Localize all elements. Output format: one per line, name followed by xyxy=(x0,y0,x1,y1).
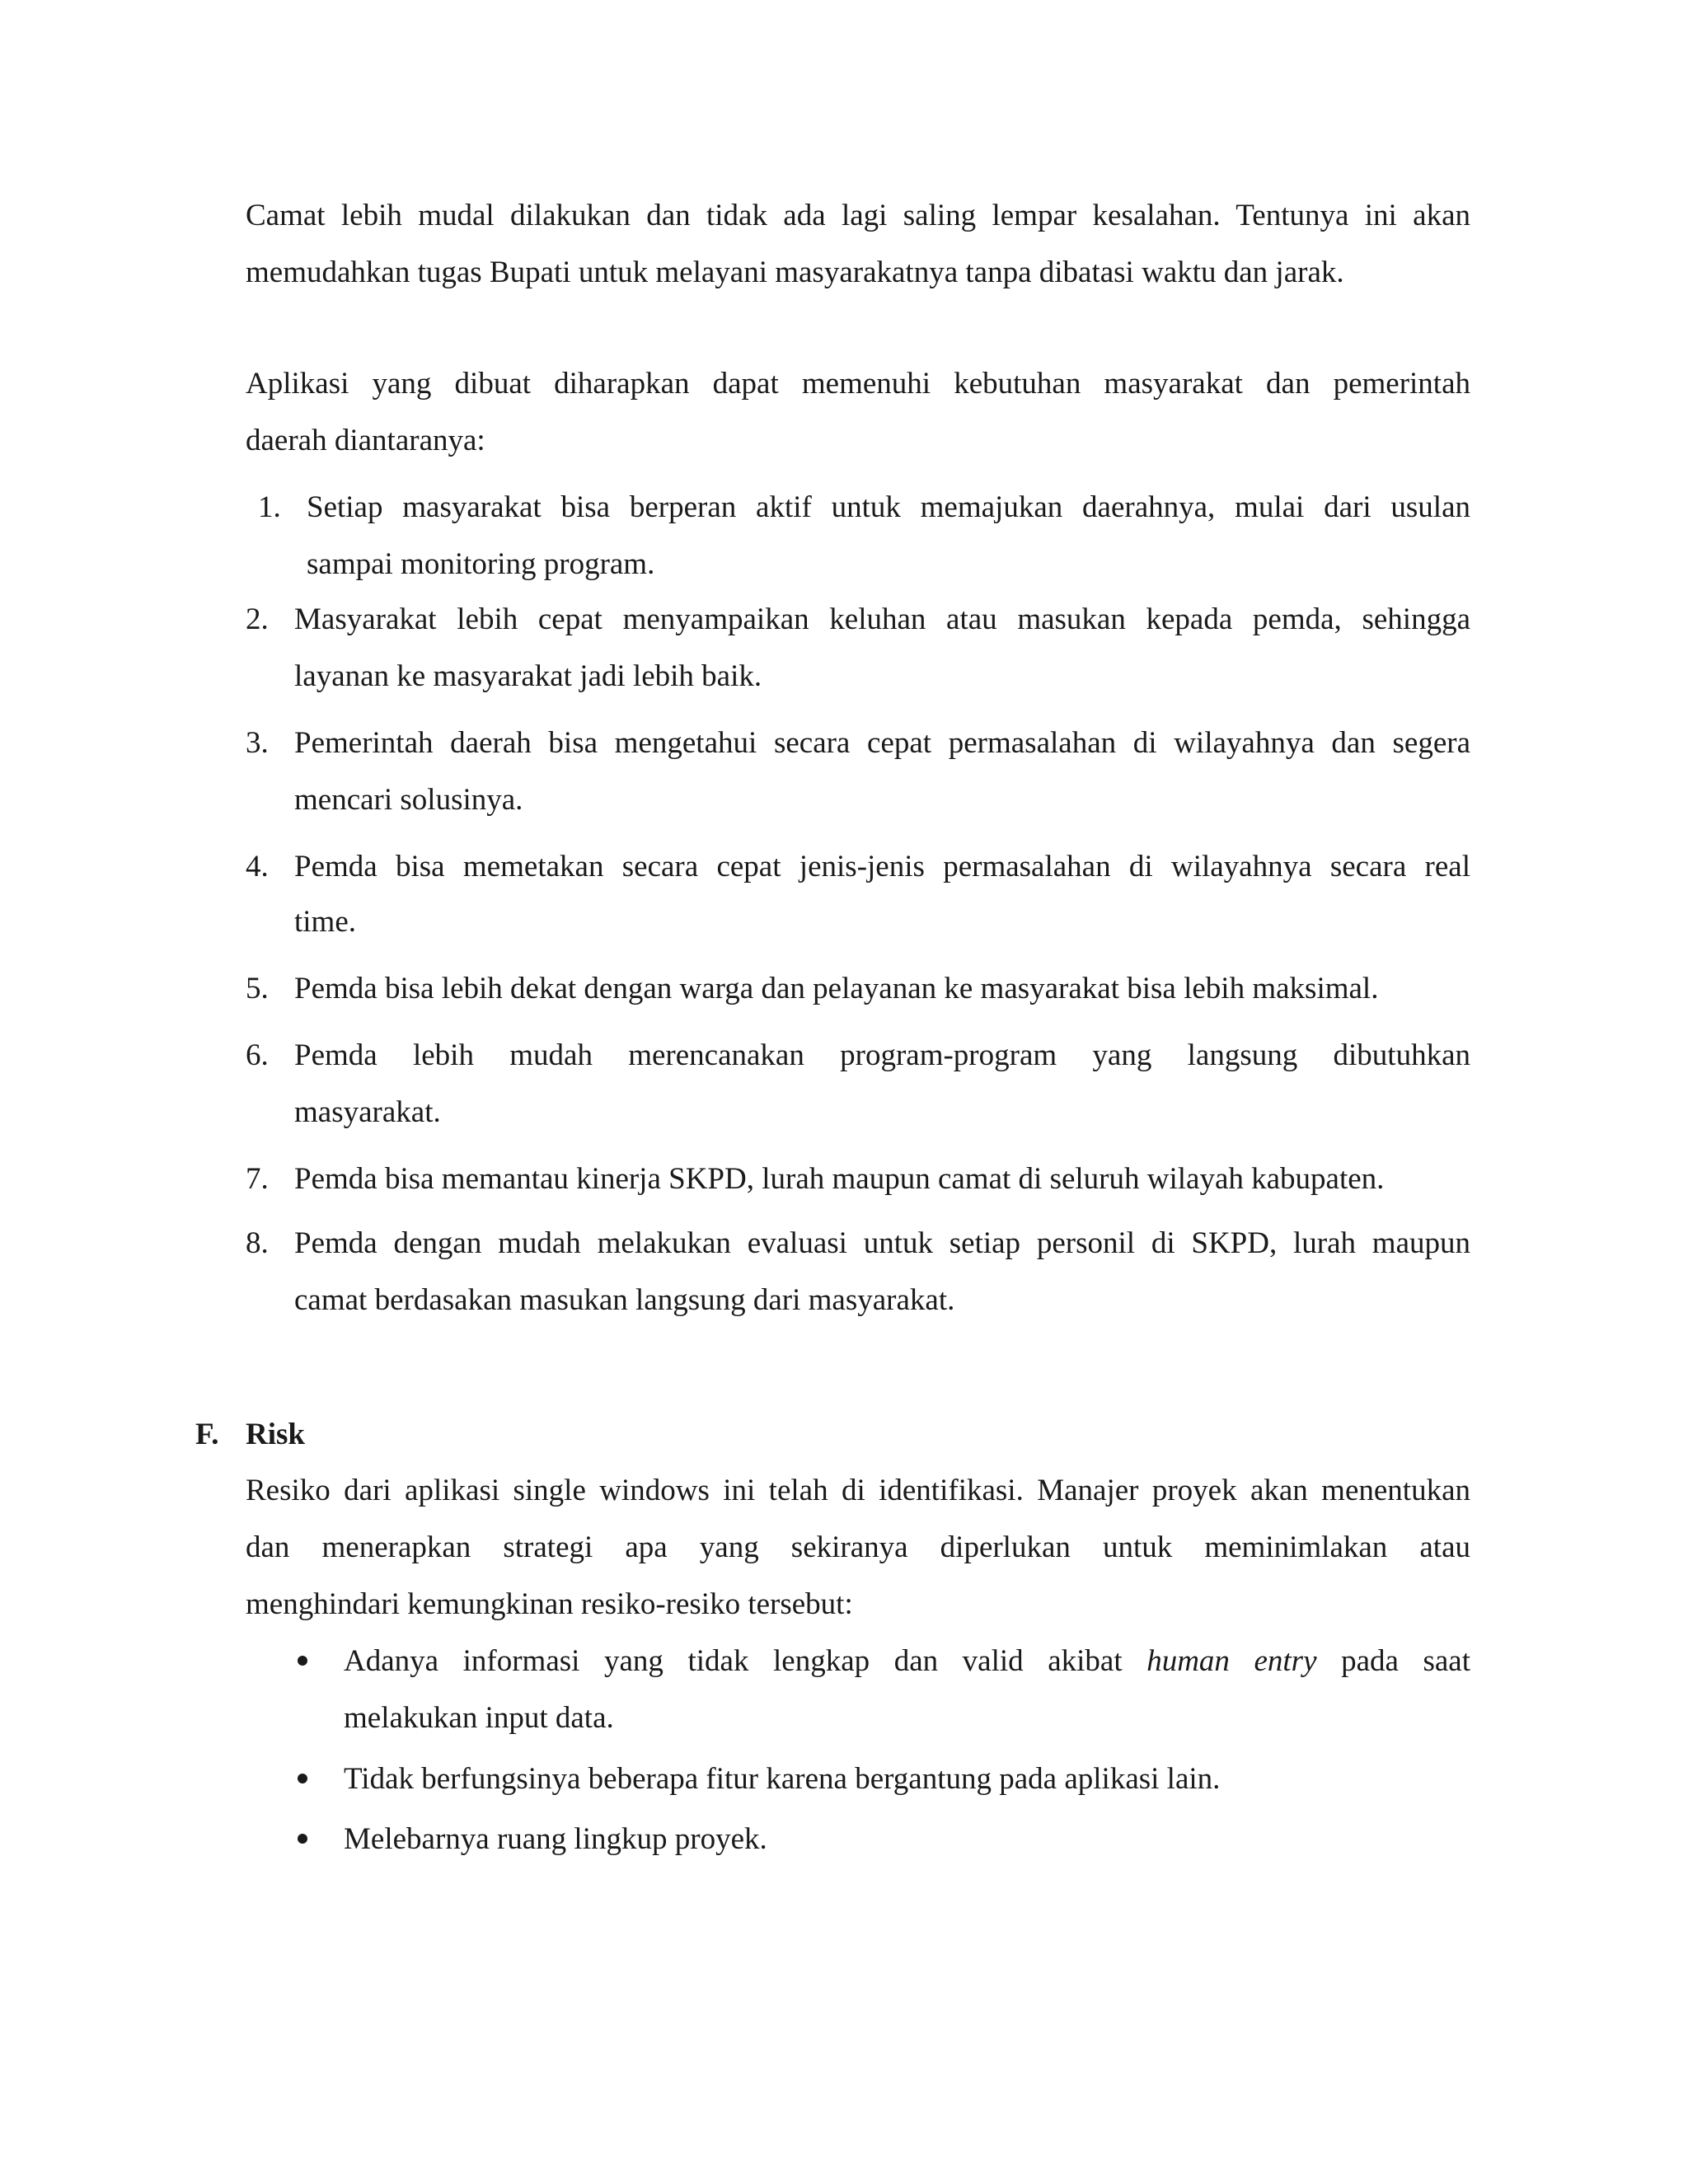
bullet-icon xyxy=(298,1774,307,1783)
list-item-text: Adanya informasi yang tidak lengkap dan valid akibat human entry pada saat xyxy=(344,1644,1470,1678)
list-item-text: sampai monitoring program. xyxy=(307,547,655,581)
list-item-text: Pemerintah daerah bisa mengetahui secara cepat permasalahan di wilayahnya dan segera xyxy=(294,726,1470,760)
risk-para-line-3: menghindari kemungkinan resiko-resiko tersebut: xyxy=(246,1587,853,1621)
intro-line-2: memudahkan tugas Bupati untuk melayani masyarakatnya tanpa dibatasi waktu dan jarak. xyxy=(246,255,1344,289)
list-item-text: Pemda bisa memantau kinerja SKPD, lurah maupun camat di seluruh wilayah kabupaten. xyxy=(294,1162,1385,1196)
list-item-text: Melebarnya ruang lingkup proyek. xyxy=(344,1822,767,1856)
intro-line-1: Camat lebih mudal dilakukan dan tidak ada lagi saling lempar kesalahan. Tentunya ini akan xyxy=(246,199,1470,232)
list-item-text: camat berdasakan masukan langsung dari masyarakat. xyxy=(294,1283,955,1317)
expectation-line-1: Aplikasi yang dibuat diharapkan dapat memenuhi kebutuhan masyarakat dan pemerintah xyxy=(246,367,1470,401)
list-number: 7. xyxy=(246,1162,269,1196)
list-item-text: Tidak berfungsinya beberapa fitur karena bergantung pada aplikasi lain. xyxy=(344,1762,1221,1796)
list-number: 1. xyxy=(258,490,281,524)
bullet-icon xyxy=(298,1834,307,1844)
list-item-text: Setiap masyarakat bisa berperan aktif untuk memajukan daerahnya, mulai dari usulan xyxy=(307,490,1470,524)
list-item-text: Pemda bisa memetakan secara cepat jenis-jenis permasalahan di wilayahnya secara real xyxy=(294,850,1470,883)
list-item-text: masyarakat. xyxy=(294,1095,441,1129)
list-number: 2. xyxy=(246,602,269,636)
bullet-icon xyxy=(298,1656,307,1666)
list-number: 4. xyxy=(246,850,269,883)
list-item-text: time. xyxy=(294,905,357,939)
section-title: Risk xyxy=(246,1418,305,1451)
list-item-text: Pemda lebih mudah merencanakan program-program yang langsung dibutuhkan xyxy=(294,1038,1470,1072)
list-item-text: Pemda dengan mudah melakukan evaluasi untuk setiap personil di SKPD, lurah maupun xyxy=(294,1226,1470,1260)
list-item-text: Masyarakat lebih cepat menyampaikan keluhan atau masukan kepada pemda, sehingga xyxy=(294,602,1470,636)
list-item-text: melakukan input data. xyxy=(344,1701,614,1735)
list-number: 5. xyxy=(246,972,269,1005)
section-number: F. xyxy=(195,1418,219,1451)
list-number: 6. xyxy=(246,1038,269,1072)
list-item-text: layanan ke masyarakat jadi lebih baik. xyxy=(294,659,762,693)
list-item-text: mencari solusinya. xyxy=(294,783,523,817)
risk-para-line-1: Resiko dari aplikasi single windows ini telah di identifikasi. Manajer proyek akan menentukan xyxy=(246,1474,1470,1507)
risk-para-line-2: dan menerapkan strategi apa yang sekiranya diperlukan untuk meminimlakan atau xyxy=(246,1530,1470,1564)
list-number: 8. xyxy=(246,1226,269,1260)
list-number: 3. xyxy=(246,726,269,760)
expectation-line-2: daerah diantaranya: xyxy=(246,424,485,457)
list-item-text: Pemda bisa lebih dekat dengan warga dan pelayanan ke masyarakat bisa lebih maksimal. xyxy=(294,972,1379,1005)
emphasis-text: human entry xyxy=(1146,1644,1317,1678)
